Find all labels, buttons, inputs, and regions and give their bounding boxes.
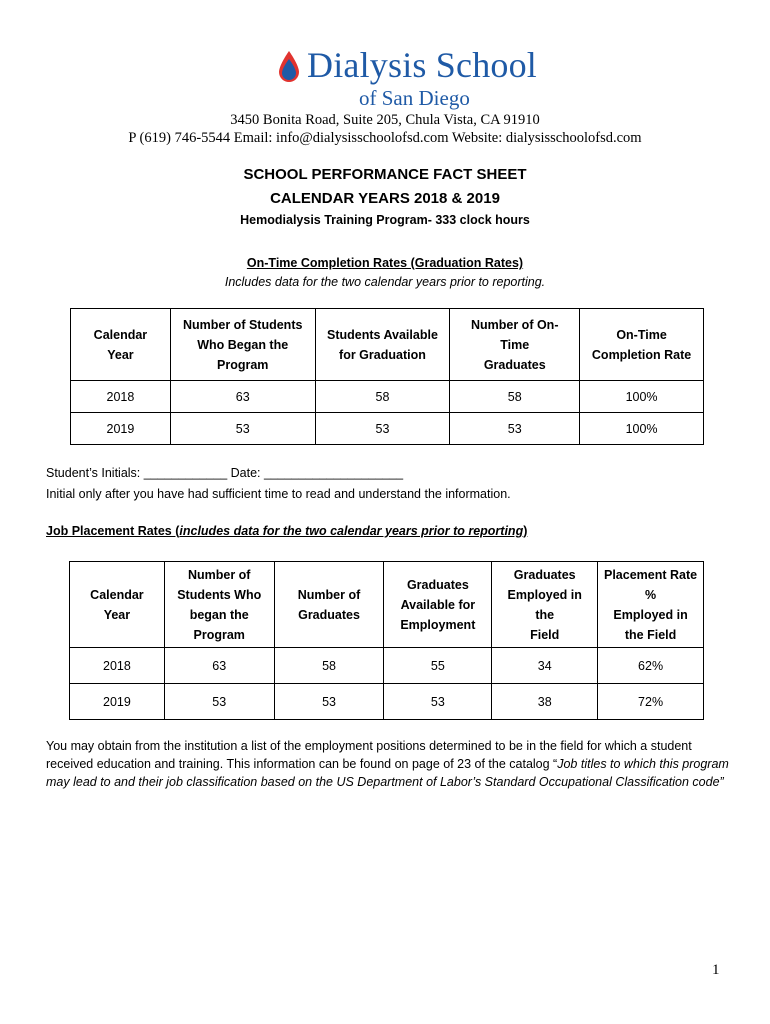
table-row [70,648,704,684]
school-address: 3450 Bonita Road, Suite 205, Chula Vista, CA 91910 [230,112,540,128]
completion-subheading: Includes data for the two calendar years prior to reporting. [224,275,546,289]
table-cell: 100% [580,413,704,445]
col-placement-rate: Placement Rate % Employed in the Field [598,562,704,648]
logo-subtitle: of San Diego [359,86,470,110]
program-name: Hemodialysis Training Program- 333 clock hours [240,213,530,227]
initials-note: Initial only after you have had sufficient time to read and understand the information. [46,487,511,501]
completion-table [70,308,704,445]
table-cell: 63 [164,648,274,684]
col-completion-rate: On-Time Completion Rate [580,309,704,381]
table-cell: 53 [315,413,450,445]
table-row [71,413,704,445]
placement-table [69,561,704,720]
initials-date-line: Student’s Initials: ____________ Date: ____________________ [46,466,404,480]
table-row [71,381,704,413]
table-cell: 2018 [71,381,171,413]
col-number-graduates: Number of Graduates [274,562,384,648]
water-drop-icon [277,50,301,84]
col-students-available: Students Available for Graduation [315,309,450,381]
page-subtitle: CALENDAR YEARS 2018 & 2019 [270,190,500,207]
table-cell: 55 [384,648,492,684]
table-cell: 58 [274,648,384,684]
completion-heading: On-Time Completion Rates (Graduation Rates) [246,256,524,270]
completion-header-row [71,309,704,381]
col-employed-field: Graduates Employed in the Field [492,562,598,648]
col-students-began: Number of Students Who Began the Program [170,309,315,381]
placement-header-row [70,562,704,648]
school-contact: P (619) 746-5544 Email: info@dialysisschoolofsd.com Website: dialysisschoolofsd.com [128,130,642,146]
job-titles-paragraph: You may obtain from the institution a list of the employment positions determined to be in the field for which a student received education and training. This information can be found on page of 23 of the catalog “Job titles to which this program may lead to and their job classification based on the US Department of Labor’s Standard Occupational Classification code” [46,739,729,789]
school-logo [277,42,538,110]
col-students-began: Number of Students Who began the Program [164,562,274,648]
logo-title: Dialysis School [307,45,538,85]
table-cell: 53 [384,684,492,720]
table-cell: 100% [580,381,704,413]
table-cell: 53 [450,413,580,445]
table-cell: 63 [170,381,315,413]
page-number: 1 [712,962,720,978]
table-cell: 58 [315,381,450,413]
table-cell: 53 [274,684,384,720]
table-cell: 62% [598,648,704,684]
table-cell: 2019 [71,413,171,445]
page-title: SCHOOL PERFORMANCE FACT SHEET [243,166,527,183]
table-cell: 2019 [70,684,165,720]
table-cell: 38 [492,684,598,720]
col-calendar-year: Calendar Year [71,309,171,381]
table-cell: 72% [598,684,704,720]
table-cell: 58 [450,381,580,413]
table-cell: 53 [164,684,274,720]
table-cell: 2018 [70,648,165,684]
table-cell: 53 [170,413,315,445]
table-cell: 34 [492,648,598,684]
col-ontime-graduates: Number of On- Time Graduates [450,309,580,381]
col-available-employment: Graduates Available for Employment [384,562,492,648]
placement-heading: Job Placement Rates (includes data for the two calendar years prior to reporting) [46,524,528,538]
table-row [70,684,704,720]
col-calendar-year: Calendar Year [70,562,165,648]
